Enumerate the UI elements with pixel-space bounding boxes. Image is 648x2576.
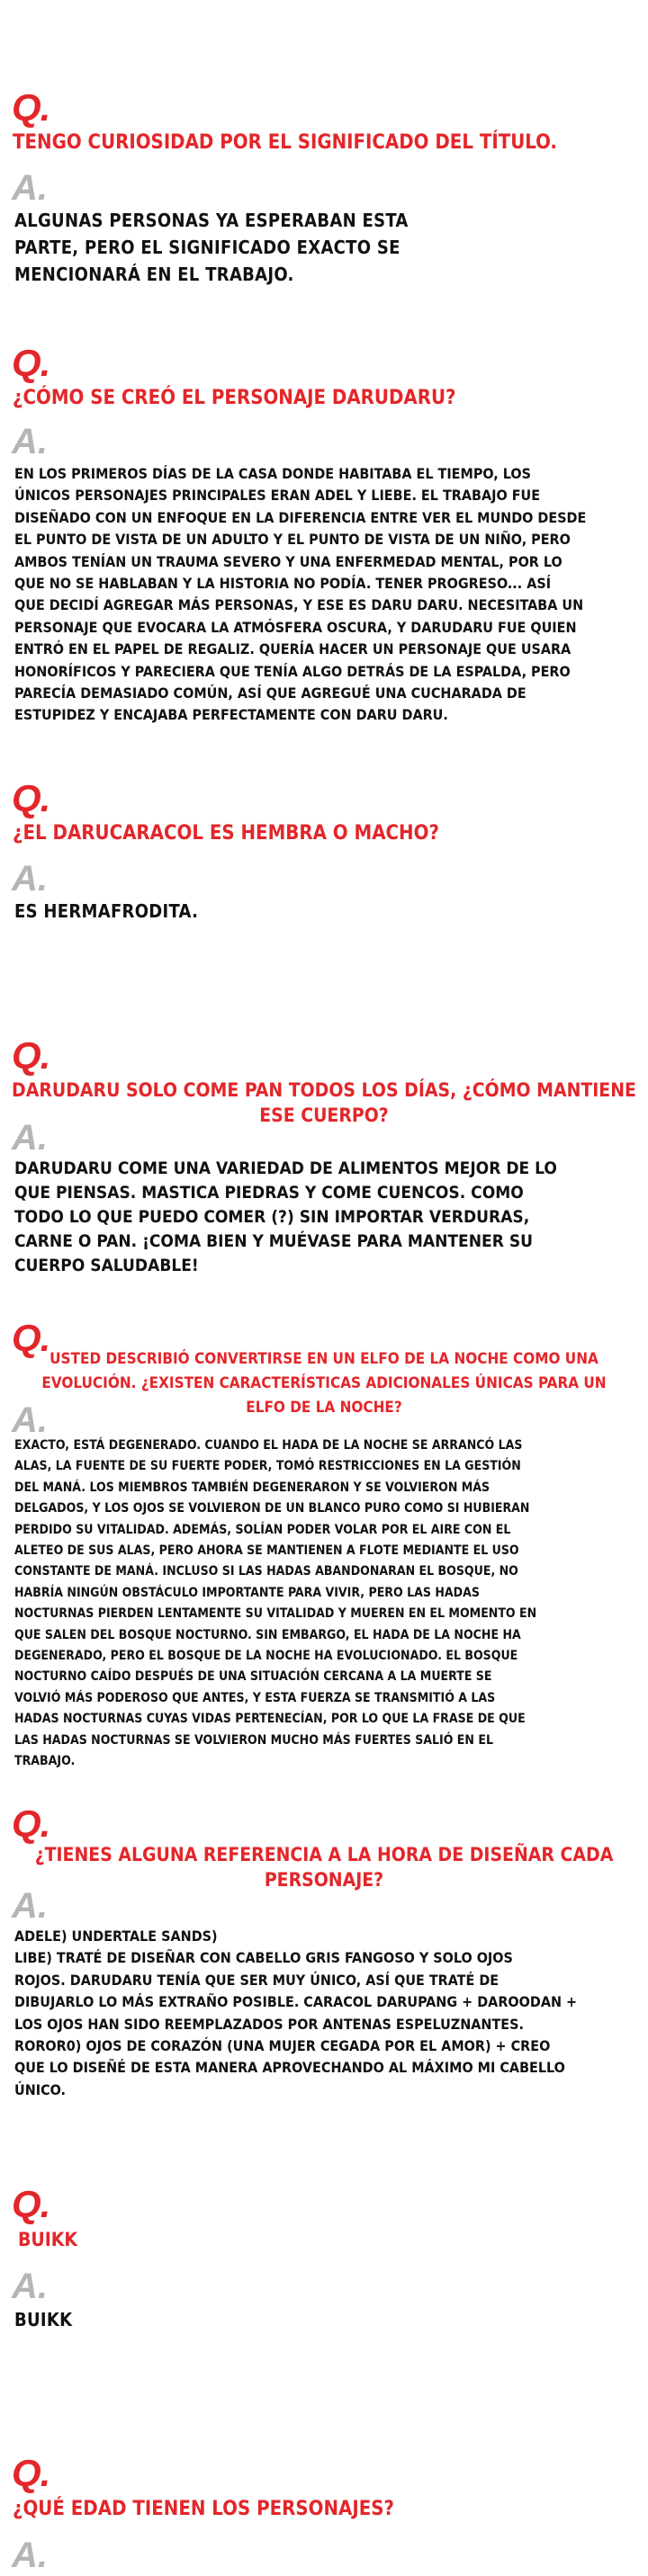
question-marker: Q. — [12, 1802, 50, 1845]
question-text: ¿TIENES ALGUNA REFERENCIA A LA HORA DE DISEÑAR CADA PERSONAJE? — [34, 1844, 614, 1891]
question-text: TENGO CURIOSIDAD POR EL SIGNIFICADO DEL TÍTULO. — [13, 131, 557, 154]
answer-text: ES HERMAFRODITA. — [14, 900, 199, 922]
question-marker: Q. — [12, 2183, 50, 2225]
answer-marker: A. — [12, 2267, 48, 2306]
question-marker: Q. — [12, 2452, 50, 2494]
question-text: ¿EL DARUCARACOL ES HEMBRA O MACHO? — [13, 822, 439, 845]
question-text: ¿QUÉ EDAD TIENEN LOS PERSONAJES? — [13, 2498, 394, 2520]
question-text: ¿CÓMO SE CREÓ EL PERSONAJE DARUDARU? — [13, 387, 456, 409]
question-text: BUIKK — [18, 2229, 78, 2250]
answer-marker: A. — [12, 1400, 48, 1440]
answer-text: EN LOS PRIMEROS DÍAS DE LA CASA DONDE HABITABA EL TIEMPO, LOS ÚNICOS PERSONAJES PRINCIPALES ERAN ADEL Y LIEBE. EL TRABAJO FUE DISEÑADO CON UN ENFOQUE EN LA DIFERENCIA ENTRE VER EL MUNDO DESDE EL PUNTO DE VISTA DE UN ADULTO Y EL PUNTO DE VISTA DE UN NIÑO, PERO AMBOS TENÍAN UN TRAUMA SEVERO Y UNA ENFERMEDAD MENTAL, POR LO QUE NO SE HABLABAN Y LA HISTORIA NO PODÍA. TENER PROGRESO... ASÍ QUE DECIDÍ AGREGAR MÁS PERSONAS, Y ESE ES DARU DARU. NECESITABA UN PERSONAJE QUE EVOCARA LA ATMÓSFERA OSCURA, Y DARUDARU FUE QUIEN ENTRÓ EN EL PAPEL DE REGALIZ. QUERÍA HACER UN PERSONAJE QUE USARA HONORÍFICOS Y PARECIERA QUE TENÍA ALGO DETRÁS DE LA ESPALDA, PERO PARECÍA DEMASIADO COMÚN, ASÍ QUE AGREGUÉ UNA CUCHARADA DE ESTUPIDEZ Y ENCAJABA PERFECTAMENTE CON DARU DARU. — [14, 465, 587, 724]
answer-marker: A. — [12, 168, 48, 208]
question-text: DARUDARU SOLO COME PAN TODOS LOS DÍAS, ¿CÓMO MANTIENE ESE CUERPO? — [12, 1079, 636, 1126]
answer-marker: A. — [12, 1886, 48, 1926]
answer-text: ADELE) UNDERTALE SANDS) LIBE) TRATÉ DE DISEÑAR CON CABELLO GRIS FANGOSO Y SOLO OJOS ROJOS. DARUDARU TENÍA QUE SER MUY ÚNICO, ASÍ QUE TRATÉ DE DIBUJARLO LO MÁS EXTRAÑO POSIBLE. CARACOL DARUPANG + DAROODAN + LOS OJOS HAN SIDO REEMPLAZADOS POR ANTENAS ESPELUZNANTES. ROROR0) OJOS DE CORAZÓN (UNA MUJER CEGADA POR EL AMOR) + CREO QUE LO DISEÑÉ DE ESTA MANERA APROVECHANDO AL MÁXIMO MI CABELLO ÚNICO. — [14, 1928, 578, 2098]
answer-marker: A. — [12, 859, 48, 899]
answer-text: BUIKK — [14, 2309, 73, 2330]
question-marker: Q. — [12, 86, 50, 129]
answer-marker: A. — [12, 1118, 48, 1158]
answer-marker: A. — [12, 2536, 48, 2575]
question-marker: Q. — [12, 1034, 50, 1077]
answer-text: EXACTO, ESTÁ DEGENERADO. CUANDO EL HADA DE LA NOCHE SE ARRANCÓ LAS ALAS, LA FUENTE DE SU FUERTE PODER, TOMÓ RESTRICCIONES EN LA GESTIÓN DEL MANÁ. LOS MIEMBROS TAMBIÉN DEGENERARON Y SE VOLVIERON MÁS DELGADOS, Y LOS OJOS SE VOLVIERON DE UN BLANCO PURO COMO SI HUBIERAN PERDIDO SU VITALIDAD. ADEMÁS, SOLÍAN PODER VOLAR POR EL AIRE CON EL ALETEO DE SUS ALAS, PERO AHORA SE MANTIENEN A FLOTE MEDIANTE EL USO CONSTANTE DE MANÁ. INCLUSO SI LAS HADAS ABANDONARAN EL BOSQUE, NO HABRÍA NINGÚN OBSTÁCULO IMPORTANTE PARA VIVIR, PERO LAS HADAS NOCTURNAS PIERDEN LENTAMENTE SU VITALIDAD Y MUEREN EN EL MOMENTO EN QUE SALEN DEL BOSQUE NOCTURNO. SIN EMBARGO, EL HADA DE LA NOCHE HA DEGENERADO, PERO EL BOSQUE DE LA NOCHE HA EVOLUCIONADO. EL BOSQUE NOCTURNO CAÍDO DESPUÉS DE UNA SITUACIÓN CERCANA A LA MUERTE SE VOLVIÓ MÁS PODEROSO QUE ANTES, Y ESTA FUERZA SE TRANSMITIÓ A LAS HADAS NOCTURNAS CUYAS VIDAS PERTENECÍAN, POR LO QUE LA FRASE DE QUE LAS HADAS NOCTURNAS SE VOLVIERON MUCHO MÁS FUERTES SALIÓ EN EL TRABAJO. — [14, 1438, 537, 1769]
answer-marker: A. — [12, 422, 48, 461]
question-marker: Q. — [12, 342, 50, 384]
question-text: USTED DESCRIBIÓ CONVERTIRSE EN UN ELFO DE LA NOCHE COMO UNA EVOLUCIÓN. ¿EXISTEN CARACTERÍSTICAS ADICIONALES ÚNICAS PARA UN ELFO DE LA NOCHE? — [41, 1350, 607, 1417]
answer-text: DARUDARU COME UNA VARIEDAD DE ALIMENTOS MEJOR DE LO QUE PIENSAS. MASTICA PIEDRAS Y COME CUENCOS. COMO TODO LO QUE PUEDO COMER (?) SIN IMPORTAR VERDURAS, CARNE O PAN. ¡COMA BIEN Y MUÉVASE PARA MANTENER SU CUERPO SALUDABLE! — [14, 1158, 557, 1275]
answer-text: ALGUNAS PERSONAS YA ESPERABAN ESTA PARTE, PERO EL SIGNIFICADO EXACTO SE MENCIONARÁ EN EL TRABAJO. — [14, 210, 409, 285]
question-marker: Q. — [12, 777, 50, 819]
question-marker: Q. — [12, 1317, 50, 1359]
